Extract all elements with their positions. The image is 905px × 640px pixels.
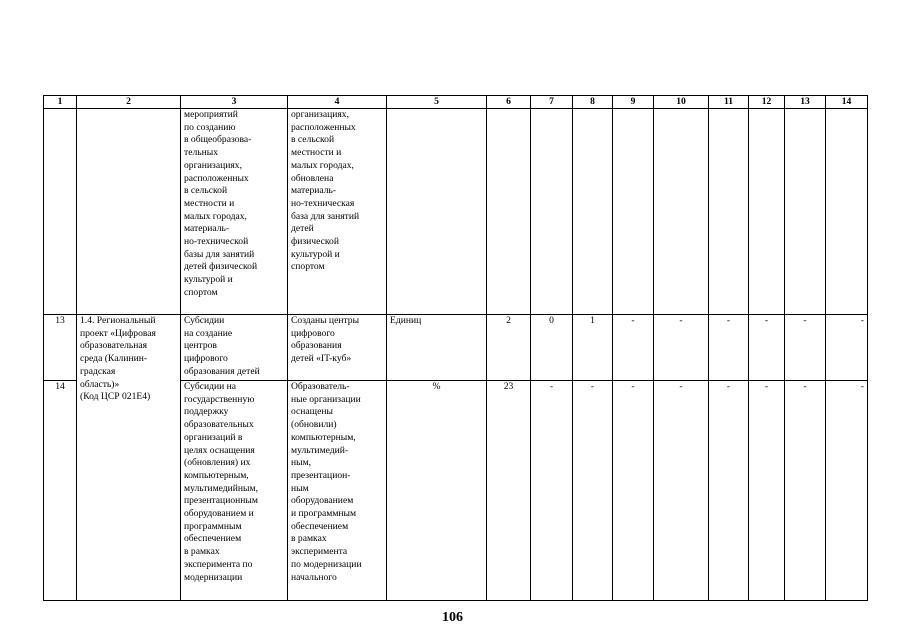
cell-value: - [613, 315, 654, 381]
col-header: 7 [531, 96, 573, 109]
cell-value: - [573, 381, 613, 601]
cell-result: Созданы центры цифрового образования детей «IT-куб» [288, 315, 387, 381]
cell-empty [573, 109, 613, 315]
cell-unit: Единиц [387, 315, 487, 381]
col-header: 9 [613, 96, 654, 109]
col-header: 14 [826, 96, 868, 109]
cell-empty [77, 109, 181, 315]
cell-result: организациях, расположенных в сельской местности и малых городах, обновлена материаль- но-техническая база для занятий детей физической культурой и спортом [288, 109, 387, 315]
cell-empty [749, 109, 785, 315]
col-header: 8 [573, 96, 613, 109]
cell-value: - [654, 381, 709, 601]
cell-empty [709, 109, 749, 315]
col-header: 4 [288, 96, 387, 109]
cell-empty [531, 109, 573, 315]
cell-empty [613, 109, 654, 315]
col-header: 5 [387, 96, 487, 109]
cell-value: - [613, 381, 654, 601]
cell-value: - [654, 315, 709, 381]
cell-empty [487, 109, 531, 315]
cell-empty [44, 109, 77, 315]
cell-value: - [826, 315, 868, 381]
col-header: 2 [77, 96, 181, 109]
cell-empty [826, 109, 868, 315]
col-header: 6 [487, 96, 531, 109]
header-row [44, 96, 868, 109]
cell-value: - [749, 315, 785, 381]
cell-empty [785, 109, 826, 315]
row-number: 14 [44, 381, 77, 601]
cell-value: 2 [487, 315, 531, 381]
cell-event: мероприятий по созданию в общеобразова- тельных организациях, расположенных в сельской местности и малых городах, материаль- но-технической базы для занятий детей физической культурой и спортом [181, 109, 288, 315]
cell-value: - [826, 381, 868, 601]
cell-value: 1 [573, 315, 613, 381]
cell-event: Субсидии на создание центров цифрового образования детей [181, 315, 288, 381]
cell-result: Образователь- ные организации оснащены (обновили) компьютерным, мультимедий- ным, презентацион- ным оборудованием и программным обеспечением в рамках эксперимента по модернизации начального [288, 381, 387, 601]
col-header: 13 [785, 96, 826, 109]
table-row-continued [44, 109, 868, 315]
cell-value: - [785, 315, 826, 381]
col-header: 11 [709, 96, 749, 109]
page-number: 106 [442, 610, 463, 625]
col-header: 3 [181, 96, 288, 109]
cell-value: 0 [531, 315, 573, 381]
cell-empty [387, 109, 487, 315]
col-header: 1 [44, 96, 77, 109]
cell-empty [654, 109, 709, 315]
cell-value: 23 [487, 381, 531, 601]
cell-value: - [785, 381, 826, 601]
data-table [43, 95, 868, 601]
cell-event: Субсидии на государственную поддержку образовательных организаций в целях оснащения (обновления) их компьютерным, мультимедийным, презентационным оборудованием и программным обеспечением в рамках эксперимента по модернизации [181, 381, 288, 601]
cell-value: - [709, 315, 749, 381]
col-header: 12 [749, 96, 785, 109]
cell-value: - [709, 381, 749, 601]
table-row-13 [44, 315, 868, 381]
cell-value: - [749, 381, 785, 601]
col-header: 10 [654, 96, 709, 109]
row-number: 13 [44, 315, 77, 381]
cell-unit: % [387, 381, 487, 601]
cell-value: - [531, 381, 573, 601]
cell-project: 1.4. Региональный проект «Цифровая образовательная среда (Калинин- градская область)» (Код ЦСР 021Е4) [77, 315, 181, 601]
